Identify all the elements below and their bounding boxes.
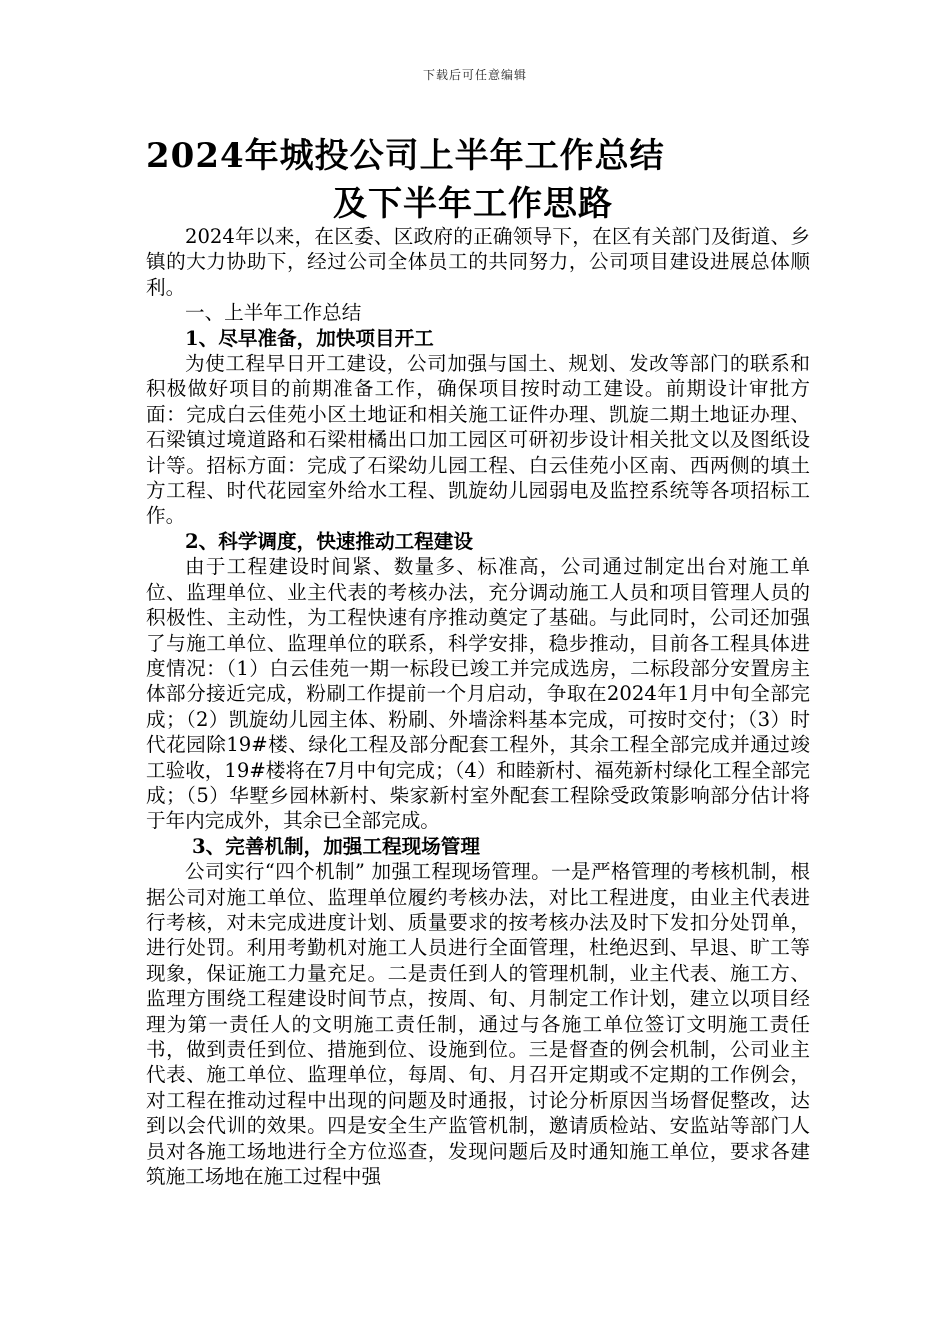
document-body bbox=[146, 224, 810, 1189]
section1-heading: 一、上半年工作总结 bbox=[185, 301, 362, 325]
subsection2-heading: 2、科学调度，快速推动工程建设 bbox=[185, 529, 473, 553]
subsection1-heading: 1、尽早准备，加快项目开工 bbox=[185, 326, 434, 350]
document-title-line2: 及下半年工作思路 bbox=[333, 184, 613, 224]
subsection1-paragraph: 为使工程早日开工建设，公司加强与国土、规划、发改等部门的联系和积极做好项目的前期准备工作，确保项目按时动工建设。前期设计审批方面：完成白云佳苑小区土地证和相关施工证件办理、凯旋二期土地证办理、石梁镇过境道路和石梁柑橘出口加工园区可研初步设计相关批文以及图纸设计等。招标方面：完成了石梁幼儿园工程、白云佳苑小区南、西两侧的填土方工程、时代花园室外给水工程、凯旋幼儿园弱电及监控系统等各项招标工作。 bbox=[146, 352, 810, 528]
document-title-line1: 2024年城投公司上半年工作总结 bbox=[146, 136, 665, 176]
intro-paragraph: 2024年以来，在区委、区政府的正确领导下，在区有关部门及街道、乡镇的大力协助下，经过公司全体员工的共同努力，公司项目建设进展总体顺利。 bbox=[146, 225, 810, 299]
subsection2-paragraph: 由于工程建设时间紧、数量多、标准高，公司通过制定出台对施工单位、监理单位、业主代表的考核办法，充分调动施工人员和项目管理人员的积极性、主动性，为工程快速有序推动奠定了基础。与此同时，公司还加强了与施工单位、监理单位的联系，科学安排，稳步推动，目前各工程具体进度情况：（1）白云佳苑一期一标段已竣工并完成选房，二标段部分安置房主体部分接近完成，粉刷工作提前一个月启动，争取在2024年1月中旬全部完成；（2）凯旋幼儿园主体、粉刷、外墙涂料基本完成，可按时交付；（3）时代花园除19#楼、绿化工程及部分配套工程外，其余工程全部完成并通过竣工验收，19#楼将在7月中旬完成；（4）和睦新村、福苑新村绿化工程全部完成；（5）华墅乡园林新村、柴家新村室外配套工程除受政策影响部分估计将于年内完成外，其余已全部完成。 bbox=[146, 555, 810, 833]
subsection3-paragraph: 公司实行“四个机制” 加强工程现场管理。一是严格管理的考核机制，根据公司对施工单位、监理单位履约考核办法，对比工程进度，由业主代表进行考核，对未完成进度计划、质量要求的按考核办法及时下发扣分处罚单，进行处罚。利用考勤机对施工人员进行全面管理，杜绝迟到、早退、旷工等现象，保证施工力量充足。二是责任到人的管理机制，业主代表、施工方、监理方围绕工程建设时间节点，按周、旬、月制定工作计划，建立以项目经理为第一责任人的文明施工责任制，通过与各施工单位签订文明施工责任书，做到责任到位、措施到位、设施到位。三是督查的例会机制，公司业主代表、施工单位、监理单位，每周、旬、月召开定期或不定期的工作例会，对工程在推动过程中出现的问题及时通报，讨论分析原因当场督促整改，达到以会代训的效果。四是安全生产监管机制，邀请质检站、安监站等部门人员对各施工场地进行全方位巡查，发现问题后及时通知施工单位，要求各建筑施工场地在施工过程中强 bbox=[146, 860, 810, 1189]
subsection3-heading: 3、完善机制，加强工程现场管理 bbox=[192, 834, 480, 858]
header-note: 下载后可任意编辑 bbox=[422, 68, 527, 82]
